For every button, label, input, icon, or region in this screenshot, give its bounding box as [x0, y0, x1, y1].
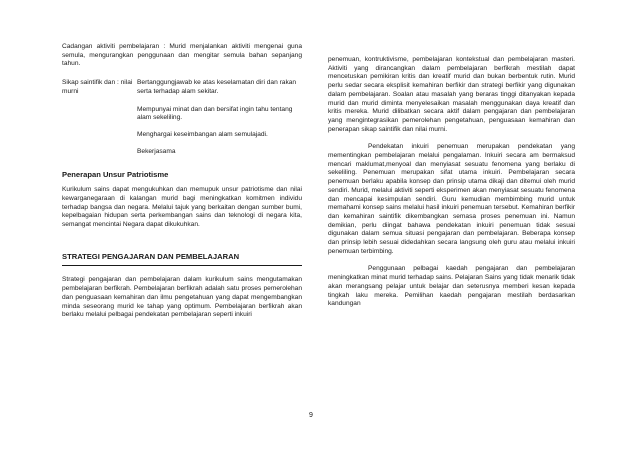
- activity-paragraph: Cadangan aktiviti pembelajaran : Murid menjalankan aktiviti mengenai guna semula, mengurangkan penggunaan dan mengitar semula bahan sepanjang tahun.: [62, 43, 302, 68]
- attitude-value-3: Menghargai keseimbangan alam semulajadi.: [137, 130, 268, 138]
- attitude-row: [62, 79, 302, 96]
- right-paragraph-3: Penggunaan pelbagai kaedah pengajaran dan pembelajaran meningkatkan minat murid terhadap sains. Pelajaran Sains yang tidak menarik tidak akan merangsang pelajar untuk belajar dan seterusnya memberi kesan kepada tingkah laku mereka. Pemilihan kaedah pengajaran mestilah berdasarkan kandungan: [328, 265, 575, 308]
- page-number: 9: [309, 412, 313, 419]
- right-paragraph-1: penemuan, kontruktivisme, pembelajaran kontekstual dan pembelajaran masteri. Aktiviti yang dirancangkan dalam pembelajaran berfikrah mestilah dapat mencetuskan pemikiran kritis dan kreatif murid dan bukan berbentuk rutin. Murid perlu sedar secara eksplisit kemahiran berfikir dan strategi berfikir yang digunakan dalam pembelajaran. Soalan atau masalah yang beraras tinggi ditanyakan kepada murid dan murid diminta menyelesaikan masalah menggunakan daya kreatif dan kritis mereka. Murid dilibatkan secara aktif dalam pengajaran dan pembelajaran yang mengintegrasikan pemerolehan pengetahuan, penguasaan kemahiran dan penerapan sikap saintifik dan nilai murni.: [328, 56, 575, 133]
- section-heading-strategy: STRATEGI PENGAJARAN DAN PEMBELAJARAN: [62, 251, 240, 261]
- attitude-values: [137, 97, 302, 157]
- strategy-paragraph: Strategi pengajaran dan pembelajaran dalam kurikulum sains mengutamakan pembelajaran berfikrah. Pembelajaran berfikrah adalah satu proses pemerolehan dan penguasaan kemahiran dan ilmu pengetahuan yang dapat mengembangkan minda seseorang murid ke tahap yang optimum. Pembelajaran berfikrah akan berlaku melalui pelbagai pendekatan pembelajaran seperti inkuiri: [62, 276, 302, 319]
- right-column: [328, 56, 575, 309]
- left-column: [62, 43, 302, 320]
- attitude-value-4: Bekerjasama: [137, 147, 176, 155]
- attitude-value-1: Bertanggungjawab ke atas keselamatan diri dan rakan serta terhadap alam sekitar.: [137, 79, 297, 95]
- right-paragraph-2: Pendekatan inkuiri penemuan merupakan pendekatan yang mementingkan pembelajaran melalui pengalaman. Inkuiri secara am bermaksud mencari maklumat,menyoal dan menyiasat sesuatu fenomena yang berlaku di sekeliling. Penemuan merupakan sifat utama inkuiri. Pembelajaran secara penemuan berlaku apabila konsep dan prinsip utama dikaji dan ditemui oleh murid sendiri. Murid, melalui aktiviti seperti eksperimen akan menyiasat sesuatu fenomena dan mencapai kesimpulan sendiri. Guru kemudian membimbing murid untuk memahami konsep sains melalui hasil inkuiri penemuan tersebut. Kemahiran berfikir dan kemahiran saintifik dikembangkan semasa proses penemuan ini. Namun demikian, perlu diingat bahawa pendekatan inkuiri penemuan tidak sesuai digunakan dalam semua situasi pengajaran dan pembelajaran. Beberapa konsep dan prinsip lebih sesuai didedahkan secara langsung oleh guru atau melalui inkuiri penemuan terbimbing.: [328, 143, 575, 255]
- patriotism-paragraph: Kurikulum sains dapat mengukuhkan dan memupuk unsur patriotisme dan nilai kewarganegaraan di kalangan murid bagi meningkatkan komitmen individu terhadap bangsa dan negara. Melalui tajuk yang berkaitan dengan sumber bumi, kepelbagaian hidupan serta perkembangan sains dan teknologi di negara kita, semangat mencintai Negara dapat dikukuhkan.: [62, 186, 302, 229]
- attitude-label: Sikap saintifik dan : nilai murni: [62, 79, 133, 95]
- attitude-value-2: Mempunyai minat dan dan bersifat ingin tahu tentang alam sekeliling.: [137, 105, 293, 122]
- section-heading-patriotism: Penerapan Unsur Patriotisme: [62, 170, 169, 180]
